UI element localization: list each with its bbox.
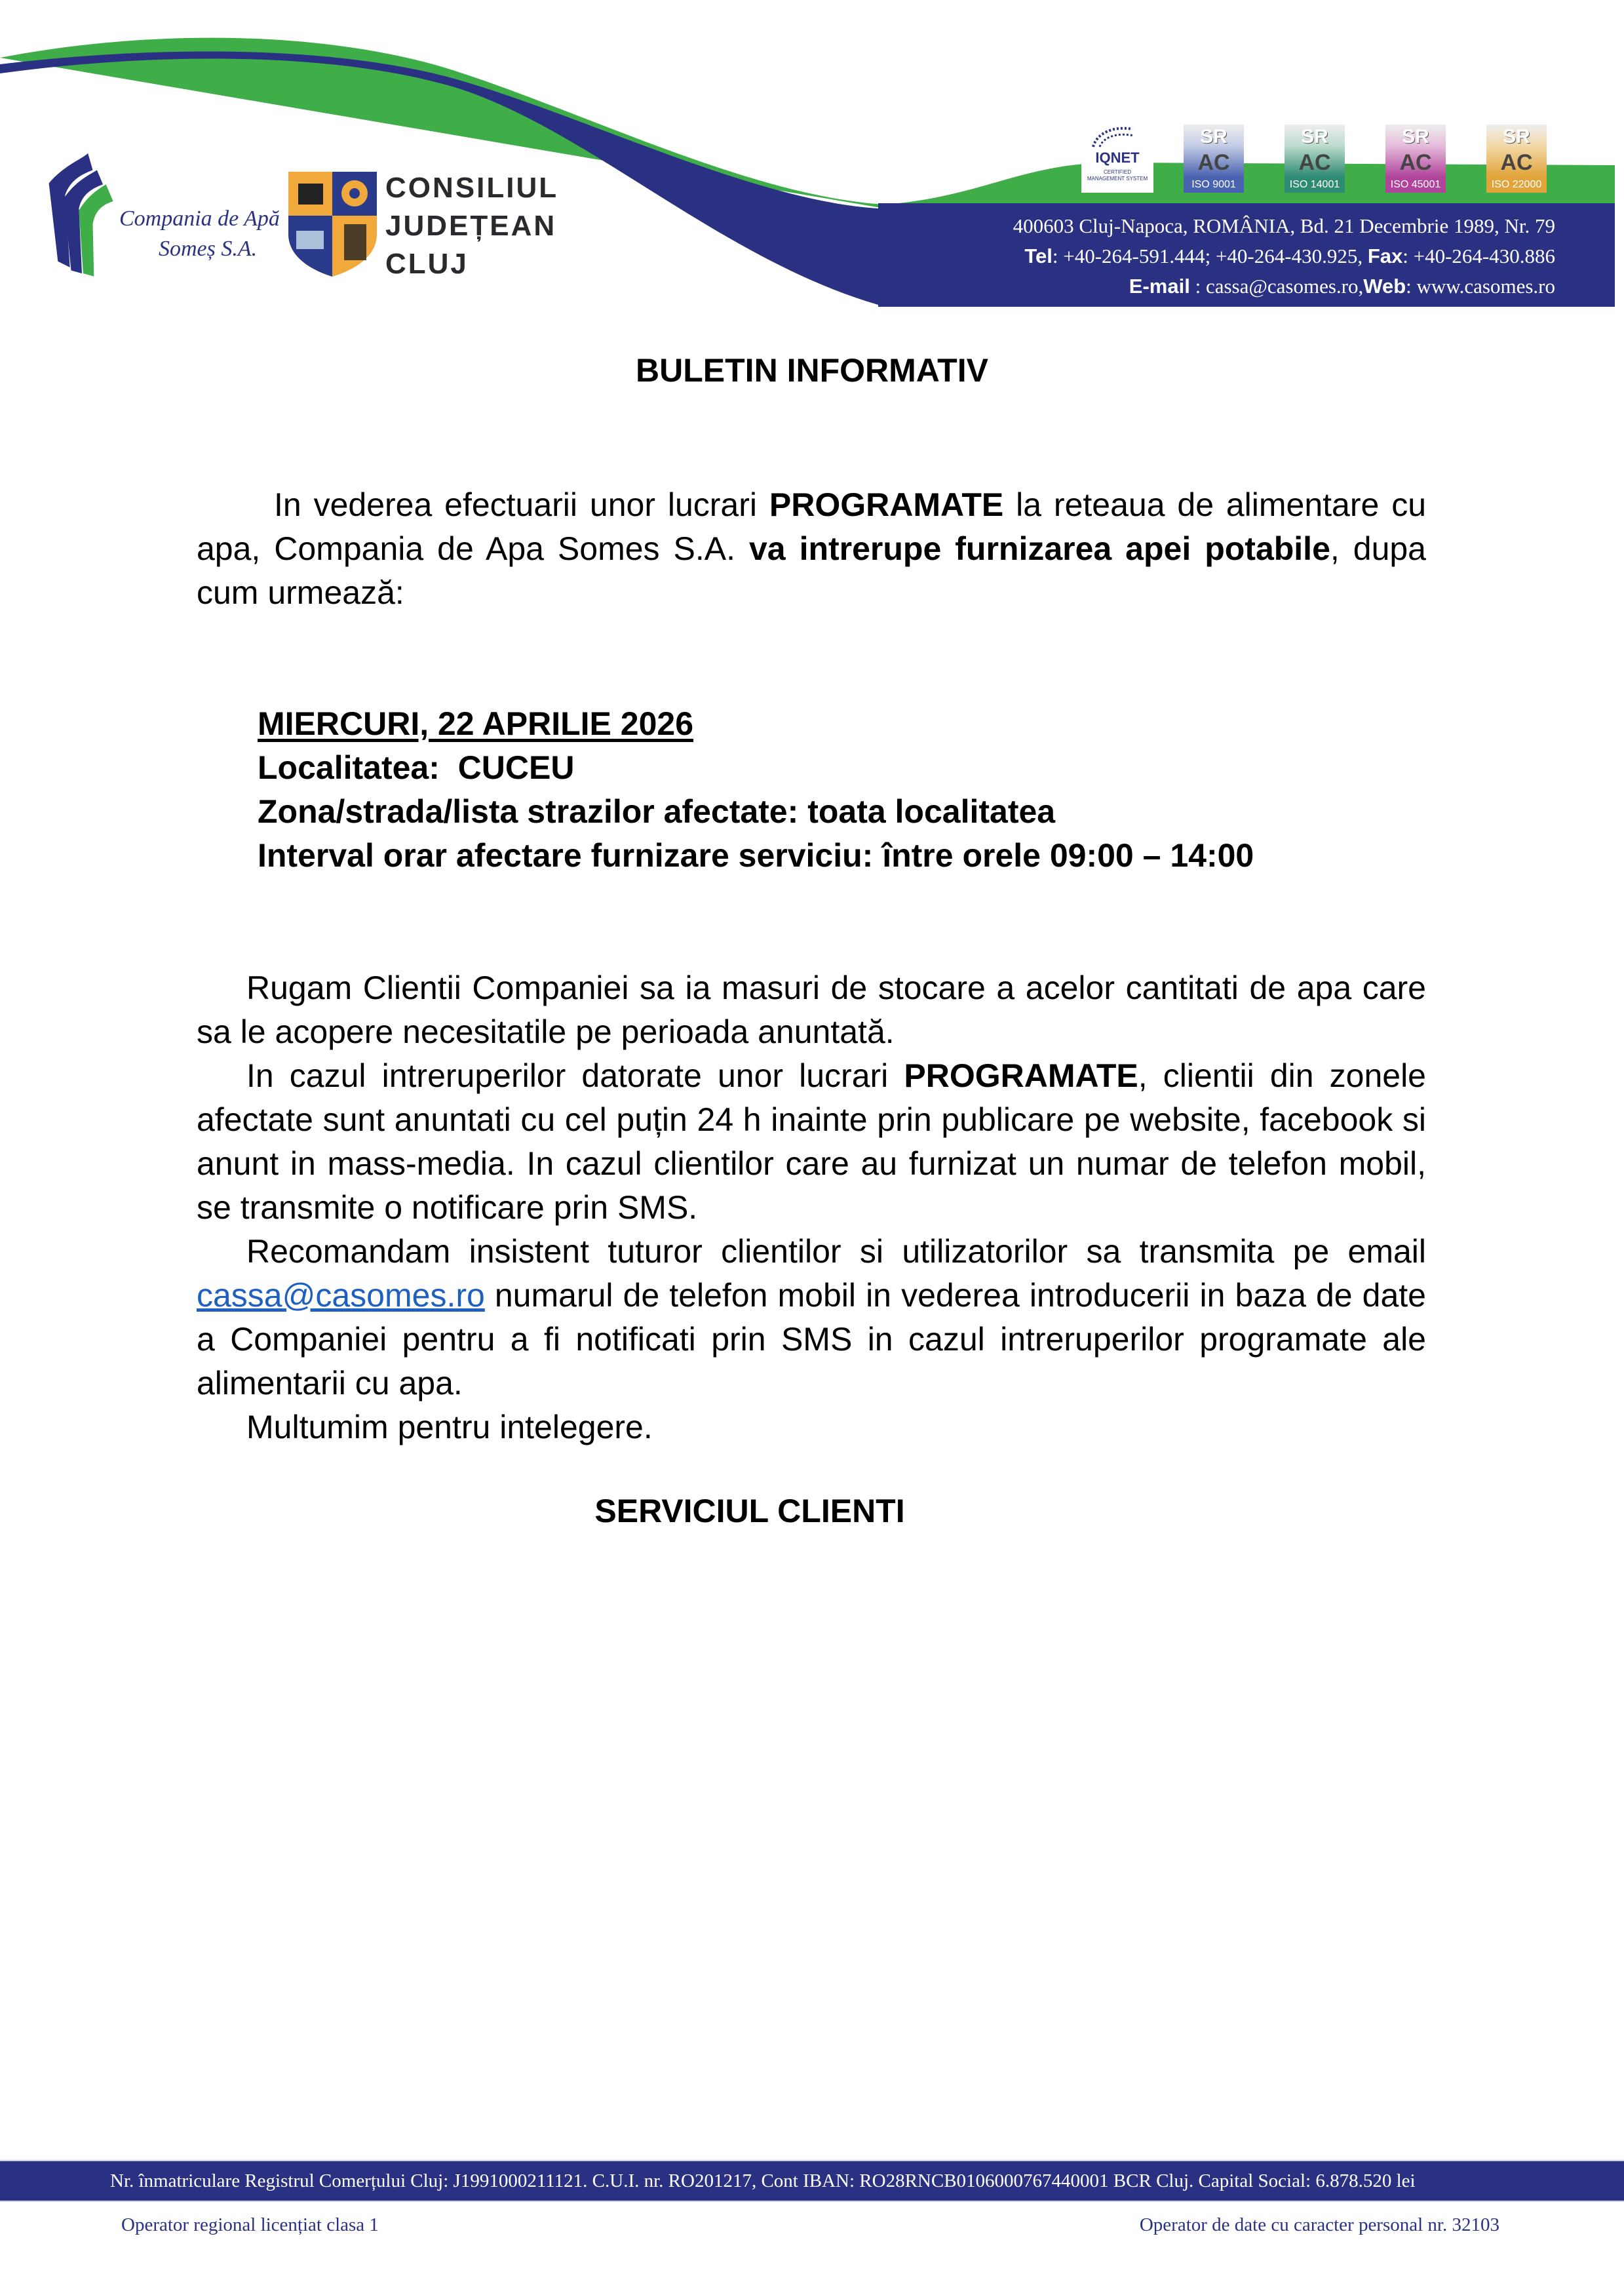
phone-line — [1013, 241, 1555, 271]
intro-bold-interruption: va intrerupe furnizarea apei potabile — [748, 530, 1330, 567]
notes-storage-paragraph: Rugam Clientii Companiei sa ia masuri de stocare a acelor cantitati de apa care sa le acopere necesitatile pe perioada anuntată. — [197, 970, 1426, 1050]
interval-label: Interval orar afectare furnizare serviciu: — [258, 837, 874, 874]
email-link[interactable]: cassa@casomes.ro — [197, 1277, 485, 1314]
company-logo-line2: Someș S.A. — [159, 237, 258, 261]
county-coat-of-arms-icon — [288, 172, 377, 277]
signature-department: SERVICIUL CLIENTI — [594, 1493, 905, 1529]
tel-label: Tel — [1024, 245, 1053, 267]
email-address[interactable]: : cassa@casomes.ro, — [1189, 275, 1364, 298]
zone-value: toata localitatea — [807, 793, 1056, 830]
iqnet-certification-badge — [1081, 123, 1153, 193]
cert-badge-iso-45001 — [1385, 125, 1446, 193]
bulletin-title: BULETIN INFORMATIV — [636, 352, 988, 389]
cert-label: ISO 45001 — [1385, 177, 1446, 193]
website[interactable]: : www.casomes.ro — [1406, 275, 1555, 298]
county-council-logo — [288, 172, 596, 283]
cert-badge-iso-14001 — [1285, 125, 1345, 193]
fax-label: Fax — [1367, 245, 1403, 267]
cert-ac: AC — [1298, 150, 1331, 175]
notes-p3-text-2: numarul de telefon mobil in vederea introducerii in baza de date a Companiei pentru a fi notificati prin SMS in cazul intreruperilor programate ale alimentarii cu apa. — [197, 1277, 1426, 1401]
cert-label: ISO 22000 — [1486, 177, 1547, 193]
intro-paragraph — [197, 483, 1426, 615]
notes-p3-text-1: Recomandam insistent tuturor clientilor si utilizatorilor sa transmita pe email — [246, 1233, 1426, 1270]
council-line2: JUDEȚEAN — [385, 210, 557, 242]
cert-label: ISO 14001 — [1285, 177, 1345, 193]
cert-badge-iso-22000 — [1486, 125, 1547, 193]
intro-bold-programate: PROGRAMATE — [769, 486, 1004, 523]
cert-sr: SR — [1402, 126, 1429, 147]
notes-p2-text-2: , clientii din zonele afectate sunt anuntati cu cel puțin 24 h inainte prin publicare pe website, facebook si anunt in mass-media. In cazul clientilor care au furnizat un numar de telefon mobil, se transmite o notificare prin SMS. — [197, 1057, 1426, 1226]
cert-ac: AC — [1399, 150, 1432, 175]
interruption-date: MIERCURI, 22 APRILIE 2026 — [258, 705, 694, 742]
locality-label: Localitatea: — [258, 749, 440, 786]
council-line3: CLUJ — [385, 248, 469, 280]
footer-registration-text: Nr. înmatriculare Registrul Comerțului Cluj: J1991000211121. C.U.I. nr. RO201217, Cont IBAN: RO28RNCB0106000767440001 BCR Cluj. Capital Social: 6.878.520 lei — [110, 2170, 1416, 2191]
notes-p2-bold: PROGRAMATE — [904, 1057, 1138, 1094]
footer-registration-bar — [0, 2160, 1624, 2202]
notes-section — [197, 966, 1426, 1449]
company-logo — [46, 147, 282, 285]
locality-line — [258, 746, 1254, 790]
notes-announcement-paragraph — [197, 1054, 1426, 1230]
web-label: Web — [1363, 275, 1406, 298]
iqnet-sub: CERTIFIED MANAGEMENT SYSTEM — [1087, 169, 1148, 182]
footer-data-operator: Operator de date cu caracter personal nr. 32103 — [1139, 2214, 1499, 2235]
company-logo-text — [119, 204, 280, 264]
notes-thanks: Multumim pentru intelegere. — [246, 1409, 653, 1445]
company-logo-mark-icon — [46, 147, 118, 285]
cert-sr: SR — [1200, 126, 1228, 147]
cert-label: ISO 9001 — [1184, 177, 1244, 193]
email-web-line — [1013, 271, 1555, 302]
iqnet-dots-icon — [1081, 123, 1153, 148]
interruption-details — [258, 702, 1254, 878]
iqnet-name: IQNET — [1095, 149, 1140, 166]
company-logo-line1: Compania de Apă — [119, 206, 280, 231]
cert-sr: SR — [1503, 126, 1530, 147]
intro-text-1: In vederea efectuarii unor lucrari — [274, 486, 769, 523]
email-label: E-mail — [1129, 275, 1190, 298]
notes-recommend-paragraph — [197, 1230, 1426, 1405]
tel-numbers: : +40-264-591.444; +40-264-430.925, — [1052, 245, 1368, 267]
council-line1: CONSILIUL — [385, 172, 559, 204]
locality-value: CUCEU — [457, 749, 575, 786]
cert-ac: AC — [1500, 150, 1533, 175]
contact-info — [1013, 211, 1555, 302]
notes-p2-text-1: In cazul intreruperilor datorate unor lucrari — [246, 1057, 904, 1094]
intro-text-3: , dupa cum urmează: — [197, 530, 1426, 611]
county-council-name — [385, 169, 558, 283]
interval-value: între orele 09:00 – 14:00 — [882, 837, 1254, 874]
intro-text-2: la reteaua de alimentare cu apa, Compania de Apa Somes S.A. — [197, 486, 1427, 567]
address: 400603 Cluj-Napoca, ROMÂNIA, Bd. 21 Decembrie 1989, Nr. 79 — [1013, 214, 1555, 237]
cert-badge-iso-9001 — [1184, 125, 1244, 193]
cert-ac: AC — [1197, 150, 1230, 175]
fax-number: : +40-264-430.886 — [1402, 245, 1555, 267]
interval-line — [258, 834, 1254, 878]
zone-label: Zona/strada/lista strazilor afectate: — [258, 793, 799, 830]
zone-line — [258, 790, 1254, 834]
cert-sr: SR — [1301, 126, 1328, 147]
footer-operator-license: Operator regional licențiat clasa 1 — [121, 2214, 379, 2235]
